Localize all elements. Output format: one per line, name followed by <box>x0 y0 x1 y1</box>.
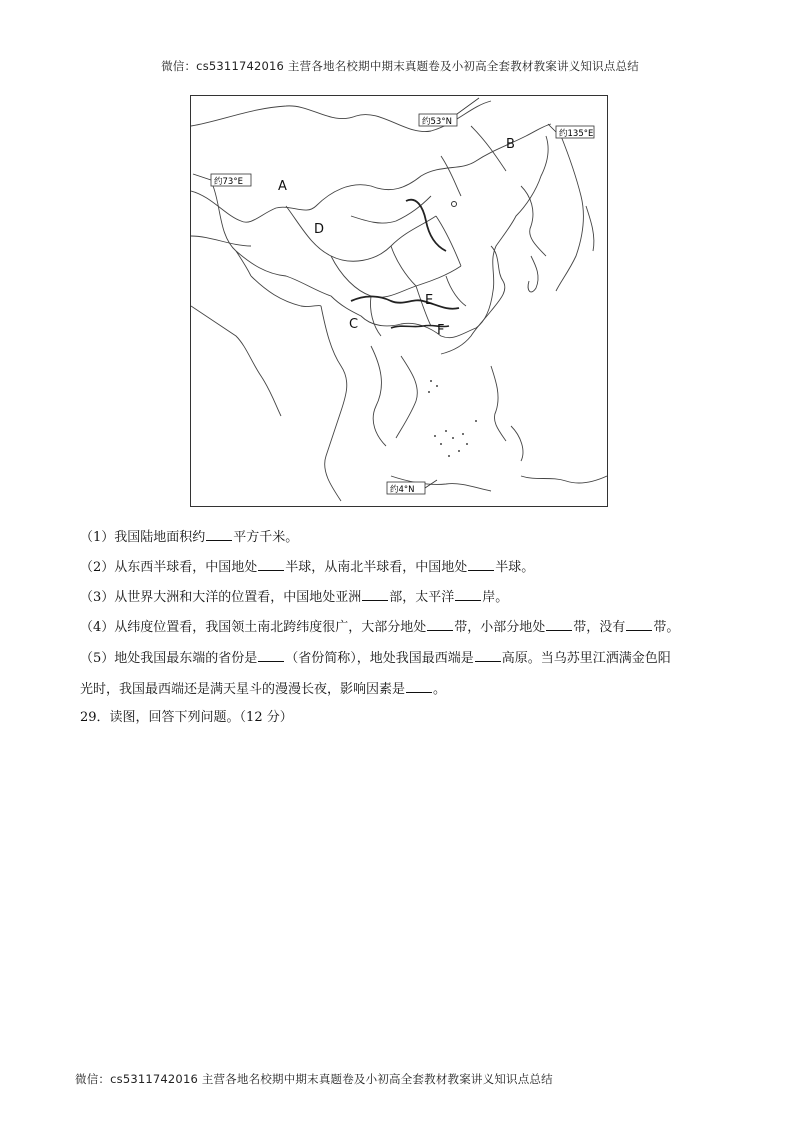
question-29-title: 29．读图，回答下列问题。（12 分） <box>80 710 293 725</box>
tag-south <box>387 480 437 495</box>
q2-blank-2 <box>468 556 494 571</box>
region-label-a: A <box>278 179 287 194</box>
asia-map <box>190 95 608 507</box>
q3-text-b: 部，太平洋 <box>389 590 455 605</box>
q5-text-b: （省份简称），地处我国最西端是 <box>285 651 474 666</box>
tag-east <box>548 124 594 139</box>
q2-text-b: 半球，从南北半球看，中国地处 <box>285 560 468 575</box>
q5-blank-1 <box>258 647 284 662</box>
q5-text-c: 高原。当乌苏里江洒满金色阳 <box>501 651 671 666</box>
tag-south-text: 约4°N <box>390 485 415 495</box>
q4-blank-1 <box>427 616 453 631</box>
map-svg <box>191 96 607 506</box>
tag-north <box>419 98 479 127</box>
q5-text-line2b: 。 <box>433 682 447 697</box>
q4-blank-2 <box>546 616 572 631</box>
q5-text-a: （5）地处我国最东端的省份是 <box>80 651 258 666</box>
question-3 <box>80 586 508 608</box>
q5-blank-3 <box>406 678 432 693</box>
region-label-d: D <box>314 222 325 237</box>
tag-west <box>193 174 251 187</box>
tag-east-text: 约135°E <box>559 129 594 139</box>
page-footer: 微信：cs5311742016 主营各地名校期中期末真题卷及小初高全套教材教案讲义知识点总结 <box>75 1072 553 1086</box>
q5-blank-2 <box>475 647 501 662</box>
q3-text-a: （3）从世界大洲和大洋的位置看，中国地处亚洲 <box>80 590 362 605</box>
q3-blank-1 <box>362 586 388 601</box>
q4-text-d: 带。 <box>653 620 680 635</box>
q2-text-c: 半球。 <box>495 560 535 575</box>
q1-blank <box>206 526 232 541</box>
q4-text-a: （4）从纬度位置看，我国领土南北跨纬度很广，大部分地处 <box>80 620 427 635</box>
q4-blank-3 <box>626 616 652 631</box>
q5-text-line2a: 光时，我国最西端还是满天星斗的漫漫长夜，影响因素是 <box>80 682 406 697</box>
q3-blank-2 <box>455 586 481 601</box>
tag-west-text: 约73°E <box>214 177 243 187</box>
q4-text-b: 带，小部分地处 <box>454 620 546 635</box>
question-5-line-1 <box>80 647 671 669</box>
region-label-e: E <box>425 293 434 308</box>
region-label-b: B <box>506 137 515 152</box>
question-4 <box>80 616 679 638</box>
question-1 <box>80 526 298 548</box>
q3-text-c: 岸。 <box>482 590 509 605</box>
question-2 <box>80 556 534 578</box>
q2-text-a: （2）从东西半球看，中国地处 <box>80 560 258 575</box>
question-5-line-2 <box>80 678 446 700</box>
q1-text-b: 平方千米。 <box>233 530 299 545</box>
q4-text-c: 带，没有 <box>573 620 626 635</box>
q1-text-a: （1）我国陆地面积约 <box>80 530 206 545</box>
q2-blank-1 <box>258 556 284 571</box>
tag-north-text: 约53°N <box>422 117 452 127</box>
region-label-f: F <box>437 323 445 338</box>
region-label-c: C <box>349 317 359 332</box>
page-header: 微信：cs5311742016 主营各地名校期中期末真题卷及小初高全套教材教案讲义知识点总结 <box>161 59 639 73</box>
